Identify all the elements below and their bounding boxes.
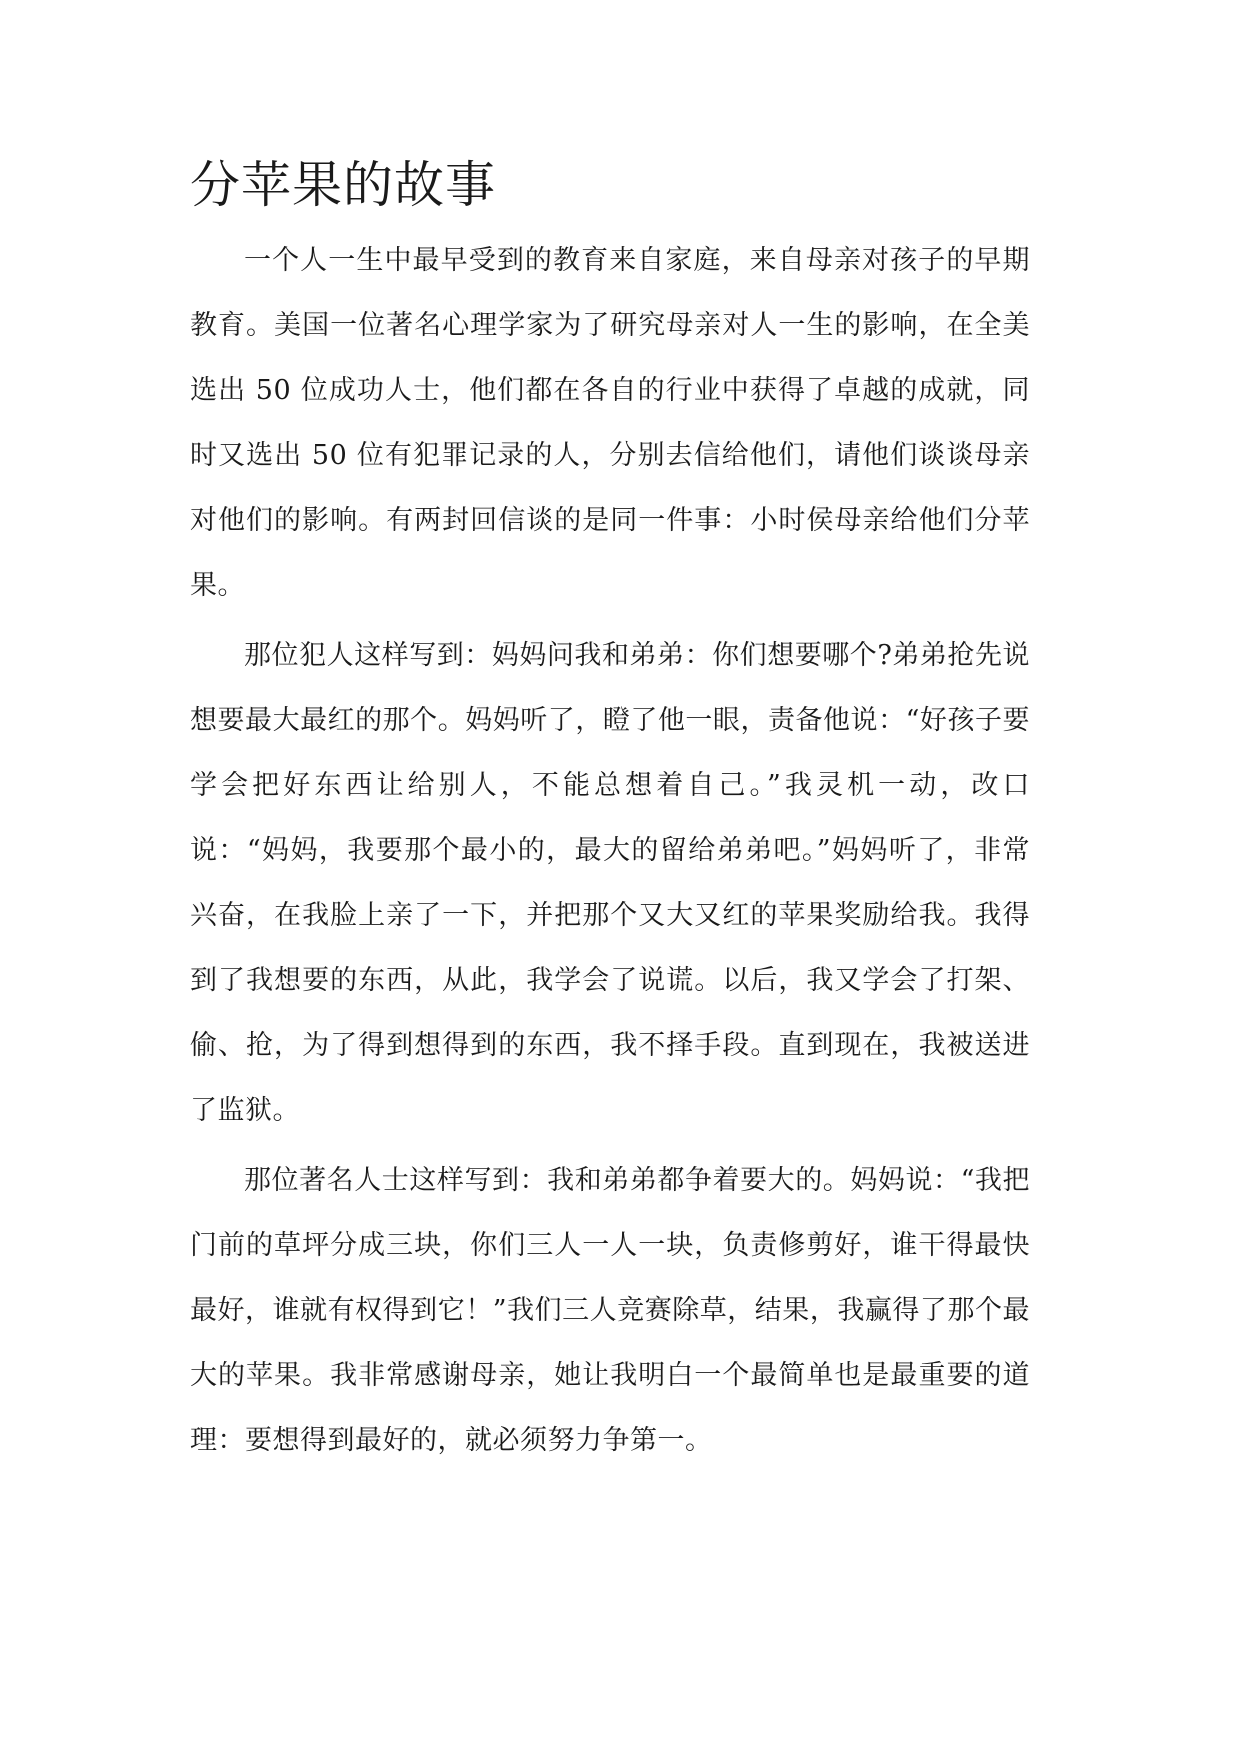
- paragraph-celebrity-letter: 那位著名人士这样写到：我和弟弟都争着要大的。妈妈说：“我把门前的草坪分成三块，你们三人一人一块，负责修剪好，谁干得最快最好，谁就有权得到它！”我们三人竞赛除草，结果，我赢得了那个最大的苹果。我非常感谢母亲，她让我明白一个最简单也是最重要的道理：要想得到最好的，就必须努力争第一。: [190, 1165, 1030, 1456]
- paragraph-intro: 一个人一生中最早受到的教育来自家庭，来自母亲对孩子的早期教育。美国一位著名心理学家为了研究母亲对人一生的影响，在全美选出 50 位成功人士，他们都在各自的行业中获得了卓越的成就，同时又选出 50 位有犯罪记录的人，分别去信给他们，请他们谈谈母亲对他们的影响。有两封回信谈的是同一件事：小时侯母亲给他们分苹果。: [190, 245, 1030, 601]
- document-title: 分苹果的故事: [190, 156, 496, 214]
- paragraph-prisoner-letter: 那位犯人这样写到：妈妈问我和弟弟：你们想要哪个?弟弟抢先说想要最大最红的那个。妈妈听了，瞪了他一眼，责备他说：“好孩子要学会把好东西让给别人，不能总想着自己。”我灵机一动，改口说：“妈妈，我要那个最小的，最大的留给弟弟吧。”妈妈听了，非常兴奋，在我脸上亲了一下，并把那个又大又红的苹果奖励给我。我得到了我想要的东西，从此，我学会了说谎。以后，我又学会了打架、偷、抢，为了得到想得到的东西，我不择手段。直到现在，我被送进了监狱。: [190, 640, 1030, 1126]
- document-page: [190, 150, 1030, 1473]
